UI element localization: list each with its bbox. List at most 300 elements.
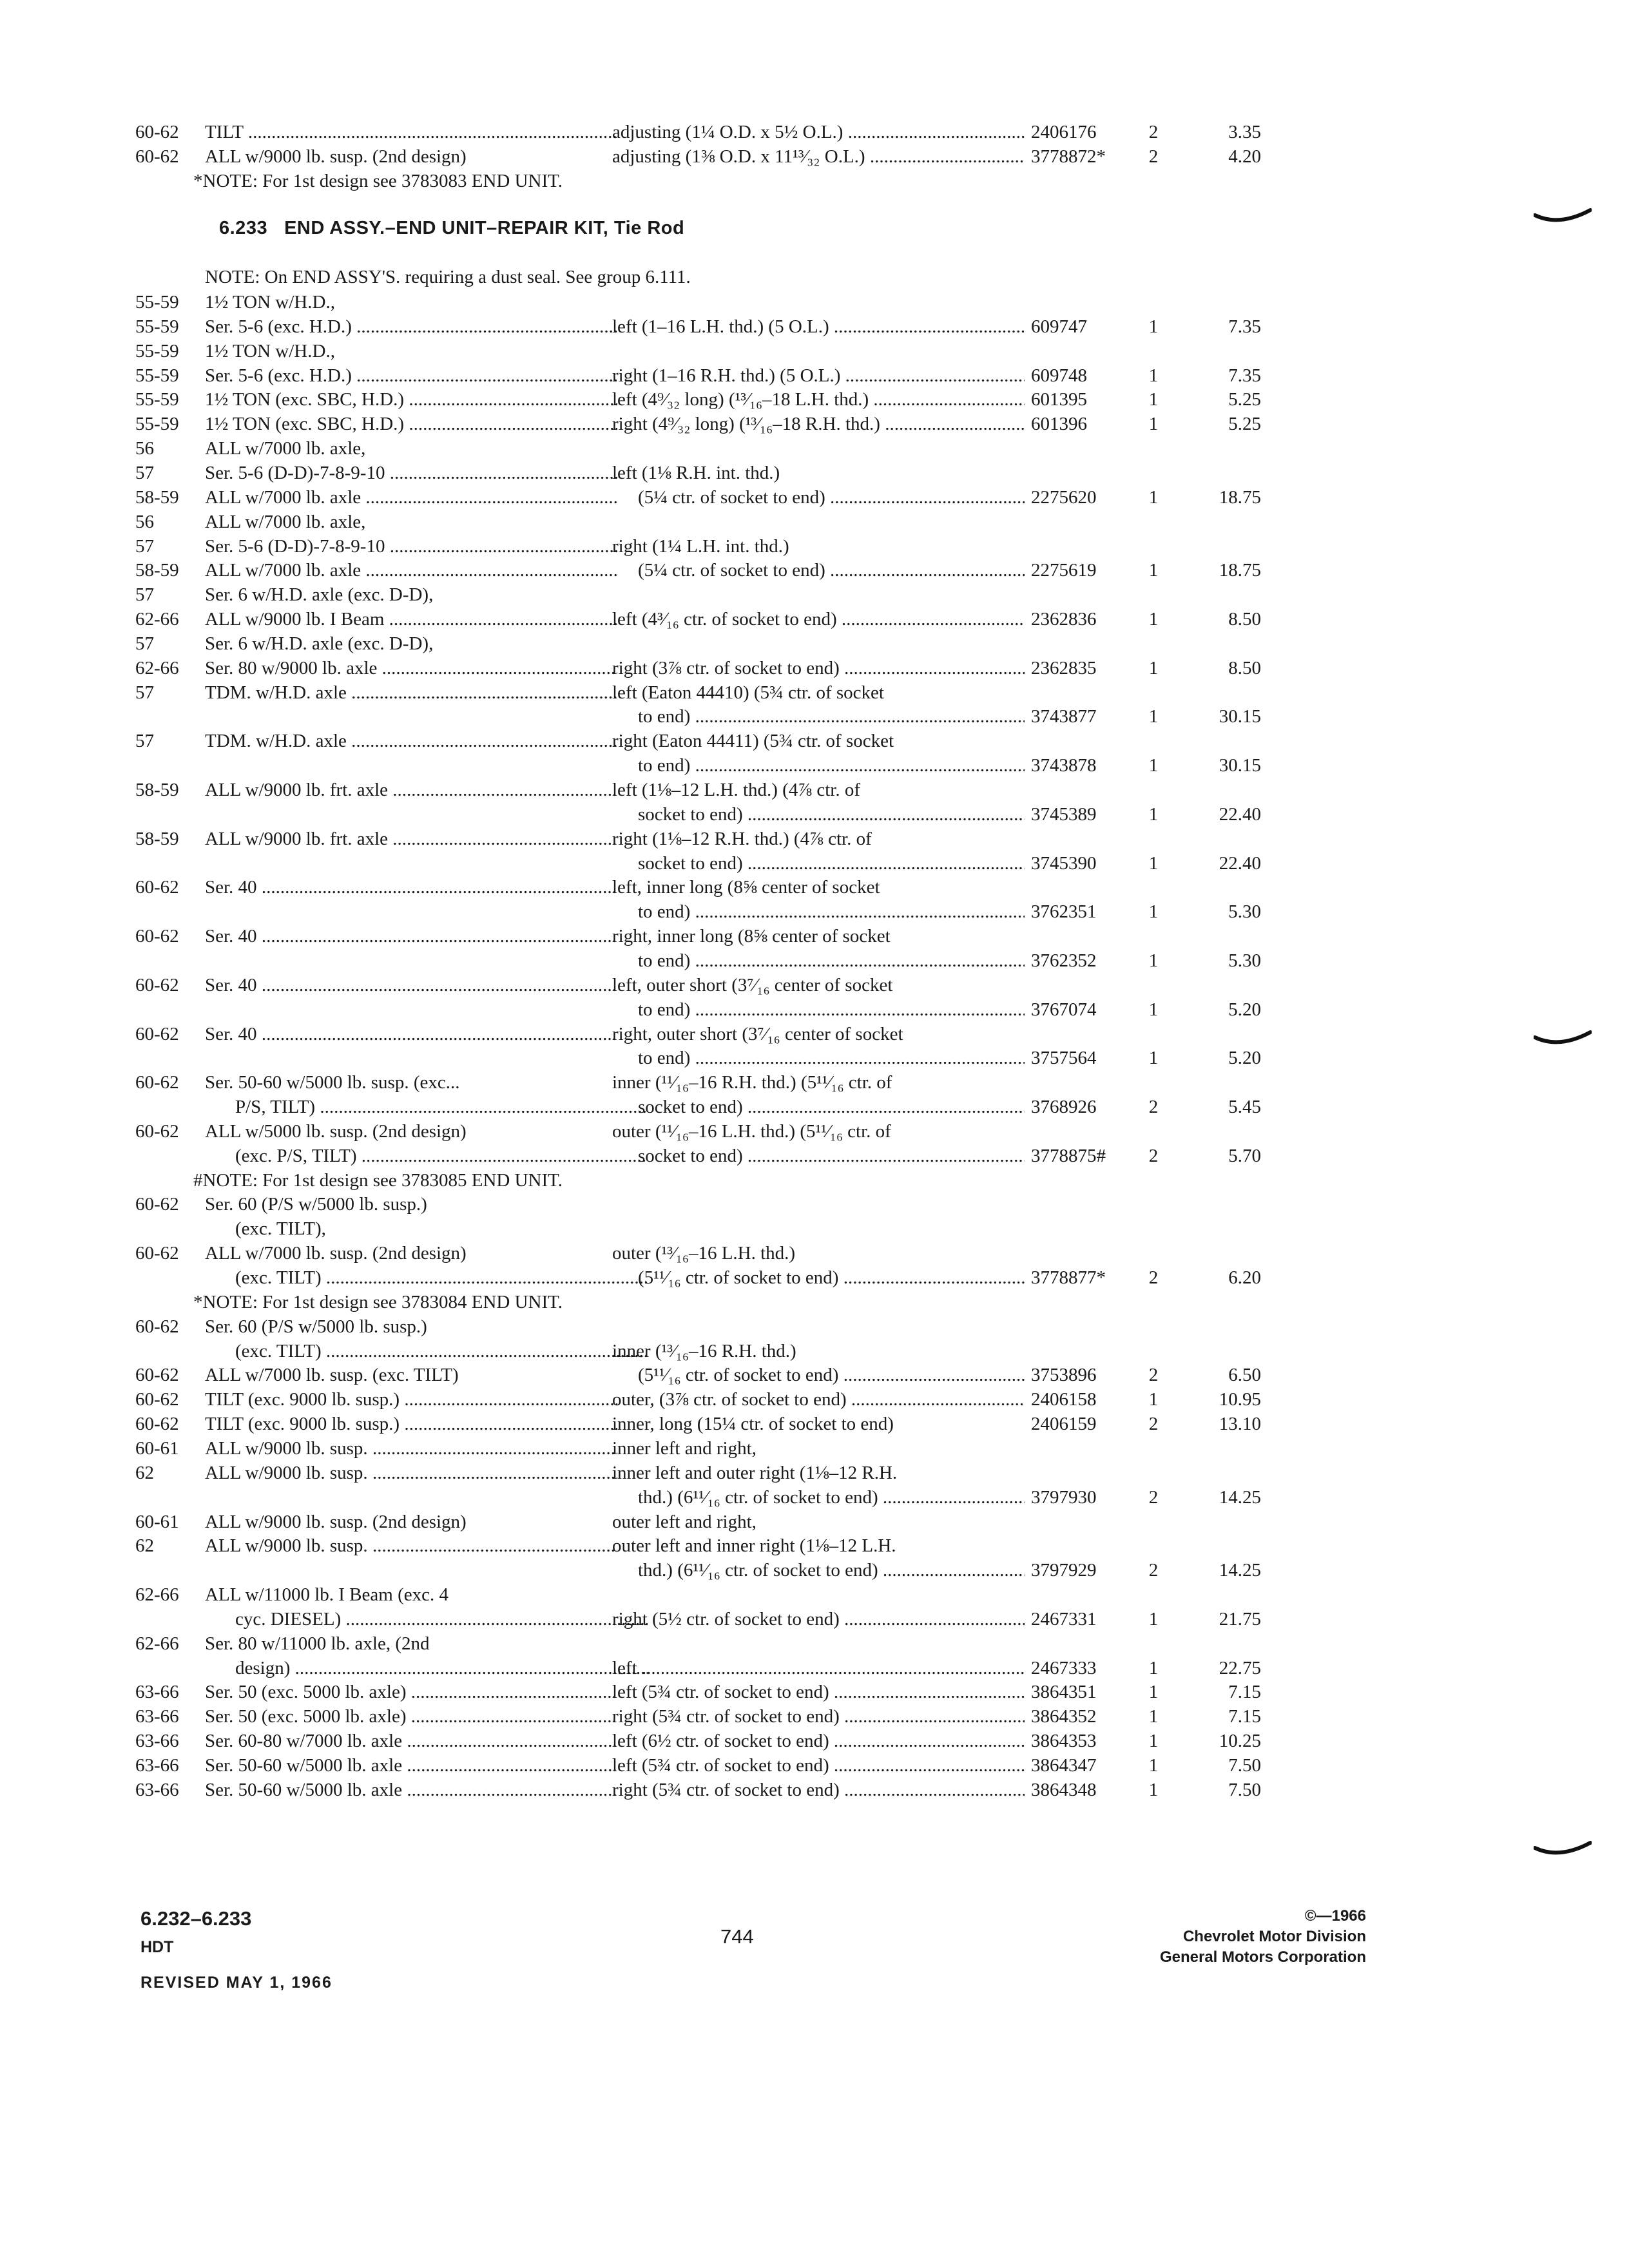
part-row xyxy=(0,1412,1629,1436)
section-note: NOTE: On END ASSY'S. requiring a dust seal. See group 6.111. xyxy=(205,267,691,287)
quantity: 1 xyxy=(1148,1682,1159,1703)
footer-copyright: ©—1966 xyxy=(1304,1907,1366,1925)
price: 7.50 xyxy=(1228,1755,1261,1776)
model-application: ALL w/5000 lb. susp. (2nd design) xyxy=(205,1120,467,1142)
model-application: ALL w/7000 lb. axle ..... xyxy=(205,485,617,510)
model-application: Ser. 5-6 (D-D)-7-8-9-10 ..... xyxy=(205,534,617,559)
part-row xyxy=(0,1729,1629,1753)
model-application: 1½ TON (exc. SBC, H.D.) ..... xyxy=(205,387,617,412)
price: 21.75 xyxy=(1219,1608,1261,1629)
part-description: left (Eaton 44410) (5¾ ctr. of socket xyxy=(612,682,884,703)
part-row xyxy=(0,1314,1629,1339)
quantity: 1 xyxy=(1148,486,1159,508)
price: 18.75 xyxy=(1219,560,1261,581)
part-description: left (1–16 L.H. thd.) (5 O.L.) ..... xyxy=(612,314,1025,339)
part-number: 3745389 xyxy=(1031,803,1097,825)
part-description: inner (¹³⁄₁₆–16 R.H. thd.) xyxy=(612,1340,796,1361)
quantity: 1 xyxy=(1148,1731,1159,1752)
part-number: 2406159 xyxy=(1031,1414,1097,1435)
model-application: ALL w/9000 lb. I Beam ..... xyxy=(205,607,617,631)
part-row xyxy=(0,729,1629,753)
part-row xyxy=(0,314,1629,339)
year-range: 63-66 xyxy=(135,1755,179,1776)
year-range: 62-66 xyxy=(135,609,179,630)
price: 7.15 xyxy=(1228,1706,1261,1727)
year-range: 60-62 xyxy=(135,1365,179,1386)
part-number: 3745390 xyxy=(1031,852,1097,874)
part-row xyxy=(0,558,1629,582)
price: 5.30 xyxy=(1228,950,1261,971)
model-application: Ser. 50-60 w/5000 lb. axle ..... xyxy=(205,1753,617,1778)
part-description: (5¼ ctr. of socket to end) ..... xyxy=(638,558,1025,582)
part-row xyxy=(0,1533,1629,1558)
footer-revised-date: REVISED MAY 1, 1966 xyxy=(140,1974,333,1992)
quantity: 1 xyxy=(1148,999,1159,1020)
year-range: 62-66 xyxy=(135,1633,179,1654)
part-row xyxy=(0,436,1629,461)
part-description: to end) ..... xyxy=(638,753,1025,778)
part-description: left, inner long (8⅝ center of socket xyxy=(612,877,880,898)
part-row xyxy=(0,656,1629,680)
model-application: ALL w/7000 lb. susp. (exc. TILT) xyxy=(205,1365,459,1386)
quantity: 1 xyxy=(1148,657,1159,678)
part-row xyxy=(0,948,1629,973)
quantity: 1 xyxy=(1148,706,1159,727)
footer-publisher xyxy=(1063,1906,1366,1968)
part-number: 3864353 xyxy=(1031,1731,1097,1752)
year-range: 55-59 xyxy=(135,340,179,361)
year-range: 62-66 xyxy=(135,657,179,678)
part-description: (5¹¹⁄₁₆ ctr. of socket to end) ..... xyxy=(638,1265,1025,1290)
year-range: 60-62 xyxy=(135,1194,179,1215)
part-description: (5¹¹⁄₁₆ ctr. of socket to end) ..... xyxy=(638,1363,1025,1387)
section-title: END ASSY.–END UNIT–REPAIR KIT, Tie Rod xyxy=(284,218,685,238)
model-application: 1½ TON w/H.D., xyxy=(205,340,335,361)
model-application: (exc. TILT), xyxy=(235,1218,326,1240)
part-row xyxy=(0,363,1629,388)
price: 5.45 xyxy=(1228,1097,1261,1118)
part-number: 2275619 xyxy=(1031,560,1097,581)
part-description: inner left and right, xyxy=(612,1437,757,1459)
price: 7.15 xyxy=(1228,1682,1261,1703)
part-row xyxy=(0,534,1629,559)
quantity: 2 xyxy=(1148,146,1159,167)
part-row xyxy=(0,120,1629,144)
binder-tab-mark xyxy=(1534,1030,1592,1049)
quantity: 2 xyxy=(1148,1267,1159,1288)
year-range: 60-61 xyxy=(135,1437,179,1459)
price: 5.25 xyxy=(1228,414,1261,435)
part-description: outer (¹¹⁄₁₆–16 L.H. thd.) (5¹¹⁄₁₆ ctr. of xyxy=(612,1120,891,1142)
part-description: outer, (3⅞ ctr. of socket to end) ..... xyxy=(612,1387,1025,1412)
footer-hdt: HDT xyxy=(140,1938,174,1956)
part-row xyxy=(0,1680,1629,1704)
part-description: left (1⅛ R.H. int. thd.) xyxy=(612,462,780,483)
quantity: 2 xyxy=(1148,1414,1159,1435)
part-row xyxy=(0,1216,1629,1241)
part-number: 3767074 xyxy=(1031,999,1097,1020)
price: 5.20 xyxy=(1228,999,1261,1020)
year-range: 60-62 xyxy=(135,122,179,142)
part-row xyxy=(0,1119,1629,1144)
year-range: 60-62 xyxy=(135,877,179,898)
quantity: 1 xyxy=(1148,1755,1159,1776)
part-row xyxy=(0,851,1629,876)
year-range: 60-62 xyxy=(135,974,179,995)
part-description: inner (¹¹⁄₁₆–16 R.H. thd.) (5¹¹⁄₁₆ ctr. of xyxy=(612,1072,892,1093)
part-description: inner left and outer right (1⅛–12 R.H. xyxy=(612,1462,898,1483)
part-row xyxy=(0,1510,1629,1534)
part-row xyxy=(0,1436,1629,1461)
model-application: Ser. 50 (exc. 5000 lb. axle) ..... xyxy=(205,1680,617,1704)
part-number: 3762351 xyxy=(1031,901,1097,923)
part-row xyxy=(0,1339,1629,1363)
part-row xyxy=(0,339,1629,363)
part-description: right (5¾ ctr. of socket to end) ..... xyxy=(612,1704,1025,1729)
price: 22.40 xyxy=(1219,803,1261,825)
model-application: TDM. w/H.D. axle ..... xyxy=(205,680,617,705)
year-range: 60-62 xyxy=(135,926,179,947)
year-range: 62-66 xyxy=(135,1584,179,1606)
part-description: right (1¼ L.H. int. thd.) xyxy=(612,535,789,557)
model-application: Ser. 40 ..... xyxy=(205,924,617,948)
part-number: 3778877* xyxy=(1031,1267,1106,1288)
year-range: 60-62 xyxy=(135,146,179,167)
footnote: #NOTE: For 1st design see 3783085 END UNIT. xyxy=(193,1169,563,1191)
quantity: 1 xyxy=(1148,1048,1159,1069)
part-number: 3864352 xyxy=(1031,1706,1097,1727)
part-row xyxy=(0,802,1629,827)
model-application: Ser. 80 w/11000 lb. axle, (2nd xyxy=(205,1633,430,1654)
model-application: TILT (exc. 9000 lb. susp.) ..... xyxy=(205,1412,617,1436)
model-application: Ser. 5-6 (exc. H.D.) ..... xyxy=(205,314,617,339)
part-row xyxy=(0,1265,1629,1290)
year-range: 58-59 xyxy=(135,560,179,581)
quantity: 2 xyxy=(1148,122,1159,142)
model-application: TILT (exc. 9000 lb. susp.) ..... xyxy=(205,1387,617,1412)
part-description: left (1⅛–12 L.H. thd.) (4⅞ ctr. of xyxy=(612,780,860,800)
year-range: 62 xyxy=(135,1535,154,1557)
year-range: 63-66 xyxy=(135,1731,179,1752)
year-range: 60-62 xyxy=(135,1414,179,1435)
model-application: TDM. w/H.D. axle ..... xyxy=(205,729,617,753)
year-range: 55-59 xyxy=(135,365,179,386)
binder-tab-mark xyxy=(1534,207,1592,227)
part-description: outer left and right, xyxy=(612,1511,757,1532)
quantity: 1 xyxy=(1148,852,1159,874)
year-range: 58-59 xyxy=(135,828,179,849)
model-application: 1½ TON w/H.D., xyxy=(205,292,335,312)
quantity: 1 xyxy=(1148,1608,1159,1629)
model-application: Ser. 60 (P/S w/5000 lb. susp.) xyxy=(205,1316,427,1337)
binder-tab-mark xyxy=(1534,1840,1592,1860)
part-description: outer left and inner right (1⅛–12 L.H. xyxy=(612,1535,896,1557)
price: 22.75 xyxy=(1219,1657,1261,1678)
part-row xyxy=(0,144,1629,169)
model-application: (exc. P/S, TILT) ..... xyxy=(235,1144,648,1168)
part-row xyxy=(0,1144,1629,1168)
part-row xyxy=(0,1778,1629,1802)
model-application: cyc. DIESEL) ..... xyxy=(235,1607,648,1631)
footnote-row xyxy=(0,1168,1629,1193)
part-description: socket to end) ..... xyxy=(638,1095,1025,1119)
footnote-row xyxy=(0,169,1629,193)
part-description: right, outer short (3⁷⁄₁₆ center of socket xyxy=(612,1023,903,1044)
model-application: ALL w/11000 lb. I Beam (exc. 4 xyxy=(205,1584,448,1606)
part-description: thd.) (6¹¹⁄₁₆ ctr. of socket to end) ..... xyxy=(638,1485,1025,1510)
model-application: ALL w/7000 lb. axle ..... xyxy=(205,558,617,582)
part-number: 2467331 xyxy=(1031,1608,1097,1629)
part-row xyxy=(0,387,1629,412)
year-range: 57 xyxy=(135,633,154,654)
year-range: 57 xyxy=(135,535,154,557)
part-number: 601396 xyxy=(1031,414,1087,435)
part-description: right (1–16 R.H. thd.) (5 O.L.) ..... xyxy=(612,363,1025,388)
model-application: ALL w/7000 lb. axle, xyxy=(205,511,366,532)
part-row xyxy=(0,631,1629,656)
model-application: Ser. 5-6 (exc. H.D.) ..... xyxy=(205,363,617,388)
part-row xyxy=(0,1046,1629,1070)
price: 4.20 xyxy=(1228,146,1261,167)
model-application: TILT ..... xyxy=(205,120,617,144)
model-application: Ser. 60-80 w/7000 lb. axle ..... xyxy=(205,1729,617,1753)
part-row xyxy=(0,924,1629,948)
part-row xyxy=(0,1704,1629,1729)
year-range: 57 xyxy=(135,584,154,606)
part-row xyxy=(0,607,1629,631)
part-row xyxy=(0,997,1629,1022)
model-application: Ser. 50-60 w/5000 lb. axle ..... xyxy=(205,1778,617,1802)
part-row xyxy=(0,582,1629,607)
year-range: 56 xyxy=(135,438,154,459)
year-range: 55-59 xyxy=(135,414,179,435)
price: 14.25 xyxy=(1219,1486,1261,1508)
price: 7.50 xyxy=(1228,1779,1261,1800)
year-range: 63-66 xyxy=(135,1682,179,1703)
part-description: right (4⁹⁄₃₂ long) (¹³⁄₁₆–18 R.H. thd.) ..... xyxy=(612,412,1025,436)
model-application: ALL w/7000 lb. susp. (2nd design) xyxy=(205,1243,467,1264)
part-number: 609748 xyxy=(1031,365,1087,386)
footnote: *NOTE: For 1st design see 3783084 END UNIT. xyxy=(193,1291,563,1312)
part-description: outer (¹³⁄₁₆–16 L.H. thd.) xyxy=(612,1243,796,1264)
model-application: ALL w/9000 lb. susp. (2nd design) xyxy=(205,146,467,167)
section-number: 6.233 xyxy=(219,218,268,238)
part-number: 3762352 xyxy=(1031,950,1097,971)
part-number: 2406158 xyxy=(1031,1389,1097,1410)
year-range: 56 xyxy=(135,511,154,532)
part-row xyxy=(0,290,1629,314)
part-number: 3768926 xyxy=(1031,1097,1097,1118)
price: 3.35 xyxy=(1228,122,1261,142)
quantity: 1 xyxy=(1148,1706,1159,1727)
quantity: 1 xyxy=(1148,316,1159,337)
part-row xyxy=(0,1656,1629,1680)
part-number: 3797930 xyxy=(1031,1486,1097,1508)
part-description: to end) ..... xyxy=(638,948,1025,973)
part-row xyxy=(0,827,1629,851)
part-description: left (5¾ ctr. of socket to end) ..... xyxy=(612,1680,1025,1704)
year-range: 58-59 xyxy=(135,780,179,800)
part-description: left (4³⁄₁₆ ctr. of socket to end) ..... xyxy=(612,607,1025,631)
year-range: 55-59 xyxy=(135,316,179,337)
footer-section-range: 6.232–6.233 xyxy=(140,1907,252,1930)
part-number: 3864351 xyxy=(1031,1682,1097,1703)
part-number: 3864347 xyxy=(1031,1755,1097,1776)
part-row xyxy=(0,1461,1629,1485)
model-application: ALL w/9000 lb. susp. ..... xyxy=(205,1533,617,1558)
model-application: ALL w/7000 lb. axle, xyxy=(205,438,366,459)
part-number: 2362836 xyxy=(1031,609,1097,630)
year-range: 62 xyxy=(135,1462,154,1483)
year-range: 60-62 xyxy=(135,1120,179,1142)
model-application: ALL w/9000 lb. susp. (2nd design) xyxy=(205,1511,467,1532)
footer-section-info xyxy=(140,1907,333,1992)
model-application: design) ..... xyxy=(235,1656,648,1680)
part-row xyxy=(0,1022,1629,1046)
year-range: 55-59 xyxy=(135,389,179,410)
quantity: 1 xyxy=(1148,950,1159,971)
part-description: socket to end) ..... xyxy=(638,802,1025,827)
part-description: left (4⁹⁄₃₂ long) (¹³⁄₁₆–18 L.H. thd.) ..... xyxy=(612,387,1025,412)
part-row xyxy=(0,1192,1629,1216)
part-row xyxy=(0,1558,1629,1582)
part-number: 3778875# xyxy=(1031,1145,1106,1166)
part-description: socket to end) ..... xyxy=(638,851,1025,876)
quantity: 1 xyxy=(1148,414,1159,435)
footnote-row xyxy=(0,1290,1629,1314)
part-description: (5¼ ctr. of socket to end) ..... xyxy=(638,485,1025,510)
price: 6.50 xyxy=(1228,1365,1261,1386)
model-application: Ser. 80 w/9000 lb. axle ..... xyxy=(205,656,617,680)
part-number: 2406176 xyxy=(1031,122,1097,142)
part-description: inner, long (15¼ ctr. of socket to end) xyxy=(612,1414,894,1435)
model-application: ALL w/9000 lb. susp. ..... xyxy=(205,1461,617,1485)
year-range: 60-61 xyxy=(135,1511,179,1532)
model-application: Ser. 50-60 w/5000 lb. susp. (exc... xyxy=(205,1072,460,1093)
part-row xyxy=(0,1753,1629,1778)
price: 10.25 xyxy=(1219,1731,1261,1752)
part-number: 2362835 xyxy=(1031,657,1097,678)
part-number: 3778872* xyxy=(1031,146,1106,167)
year-range: 60-62 xyxy=(135,1316,179,1337)
part-row xyxy=(0,1485,1629,1510)
model-application: 1½ TON (exc. SBC, H.D.) ..... xyxy=(205,412,617,436)
part-description: adjusting (1⅜ O.D. x 11¹³⁄₃₂ O.L.) ..... xyxy=(612,144,1025,169)
price: 8.50 xyxy=(1228,657,1261,678)
year-range: 60-62 xyxy=(135,1389,179,1410)
quantity: 1 xyxy=(1148,1779,1159,1800)
quantity: 1 xyxy=(1148,755,1159,776)
quantity: 1 xyxy=(1148,1657,1159,1678)
model-application: Ser. 60 (P/S w/5000 lb. susp.) xyxy=(205,1194,427,1215)
model-application: Ser. 5-6 (D-D)-7-8-9-10 ..... xyxy=(205,461,617,485)
model-application: (exc. TILT) ..... xyxy=(235,1265,648,1290)
page-number: 744 xyxy=(720,1925,754,1948)
year-range: 57 xyxy=(135,462,154,483)
year-range: 60-62 xyxy=(135,1072,179,1093)
part-number: 2275620 xyxy=(1031,486,1097,508)
section-heading xyxy=(219,218,684,239)
quantity: 1 xyxy=(1148,803,1159,825)
model-application: P/S, TILT) ..... xyxy=(235,1095,648,1119)
price: 6.20 xyxy=(1228,1267,1261,1288)
part-row xyxy=(0,1095,1629,1119)
part-row xyxy=(0,778,1629,802)
part-description: socket to end) ..... xyxy=(638,1144,1025,1168)
quantity: 1 xyxy=(1148,365,1159,386)
part-description: to end) ..... xyxy=(638,1046,1025,1070)
part-row xyxy=(0,875,1629,899)
part-row xyxy=(0,1387,1629,1412)
part-number: 3753896 xyxy=(1031,1365,1097,1386)
year-range: 63-66 xyxy=(135,1706,179,1727)
model-application: Ser. 40 ..... xyxy=(205,973,617,997)
year-range: 63-66 xyxy=(135,1779,179,1800)
footnote: *NOTE: For 1st design see 3783083 END UNIT. xyxy=(193,171,563,191)
model-application: Ser. 6 w/H.D. axle (exc. D-D), xyxy=(205,584,434,606)
part-number: 3757564 xyxy=(1031,1048,1097,1069)
part-number: 609747 xyxy=(1031,316,1087,337)
part-number: 3864348 xyxy=(1031,1779,1097,1800)
price: 13.10 xyxy=(1219,1414,1261,1435)
model-application: ALL w/9000 lb. susp. ..... xyxy=(205,1436,617,1461)
quantity: 1 xyxy=(1148,560,1159,581)
quantity: 2 xyxy=(1148,1365,1159,1386)
part-row xyxy=(0,510,1629,534)
price: 30.15 xyxy=(1219,755,1261,776)
price: 22.40 xyxy=(1219,852,1261,874)
part-row xyxy=(0,1363,1629,1387)
part-row xyxy=(0,753,1629,778)
price: 5.70 xyxy=(1228,1145,1261,1166)
quantity: 1 xyxy=(1148,389,1159,410)
part-description: right (1⅛–12 R.H. thd.) (4⅞ ctr. of xyxy=(612,828,872,849)
part-description: left ..... xyxy=(612,1656,1025,1680)
part-number: 3743877 xyxy=(1031,706,1097,727)
part-description: to end) ..... xyxy=(638,899,1025,924)
part-description: thd.) (6¹¹⁄₁₆ ctr. of socket to end) ..... xyxy=(638,1558,1025,1582)
price: 7.35 xyxy=(1228,365,1261,386)
year-range: 57 xyxy=(135,731,154,752)
price: 5.25 xyxy=(1228,389,1261,410)
part-row xyxy=(0,485,1629,510)
model-application: ALL w/9000 lb. frt. axle ..... xyxy=(205,827,617,851)
price: 8.50 xyxy=(1228,609,1261,630)
price: 5.20 xyxy=(1228,1048,1261,1069)
year-range: 60-62 xyxy=(135,1023,179,1044)
part-row xyxy=(0,1070,1629,1095)
part-row xyxy=(0,1631,1629,1656)
part-description: right (5¾ ctr. of socket to end) ..... xyxy=(612,1778,1025,1802)
year-range: 55-59 xyxy=(135,292,179,312)
footer-division: Chevrolet Motor Division xyxy=(1182,1928,1366,1945)
model-application: (exc. TILT) ..... xyxy=(235,1339,648,1363)
quantity: 2 xyxy=(1148,1097,1159,1118)
price: 18.75 xyxy=(1219,486,1261,508)
part-number: 3743878 xyxy=(1031,755,1097,776)
quantity: 1 xyxy=(1148,609,1159,630)
price: 7.35 xyxy=(1228,316,1261,337)
part-description: left (5¾ ctr. of socket to end) ..... xyxy=(612,1753,1025,1778)
part-description: to end) ..... xyxy=(638,997,1025,1022)
quantity: 1 xyxy=(1148,901,1159,923)
quantity: 2 xyxy=(1148,1486,1159,1508)
part-row xyxy=(0,461,1629,485)
price: 14.25 xyxy=(1219,1560,1261,1581)
model-application: Ser. 6 w/H.D. axle (exc. D-D), xyxy=(205,633,434,654)
part-description: right (Eaton 44411) (5¾ ctr. of socket xyxy=(612,731,894,752)
part-row xyxy=(0,412,1629,436)
